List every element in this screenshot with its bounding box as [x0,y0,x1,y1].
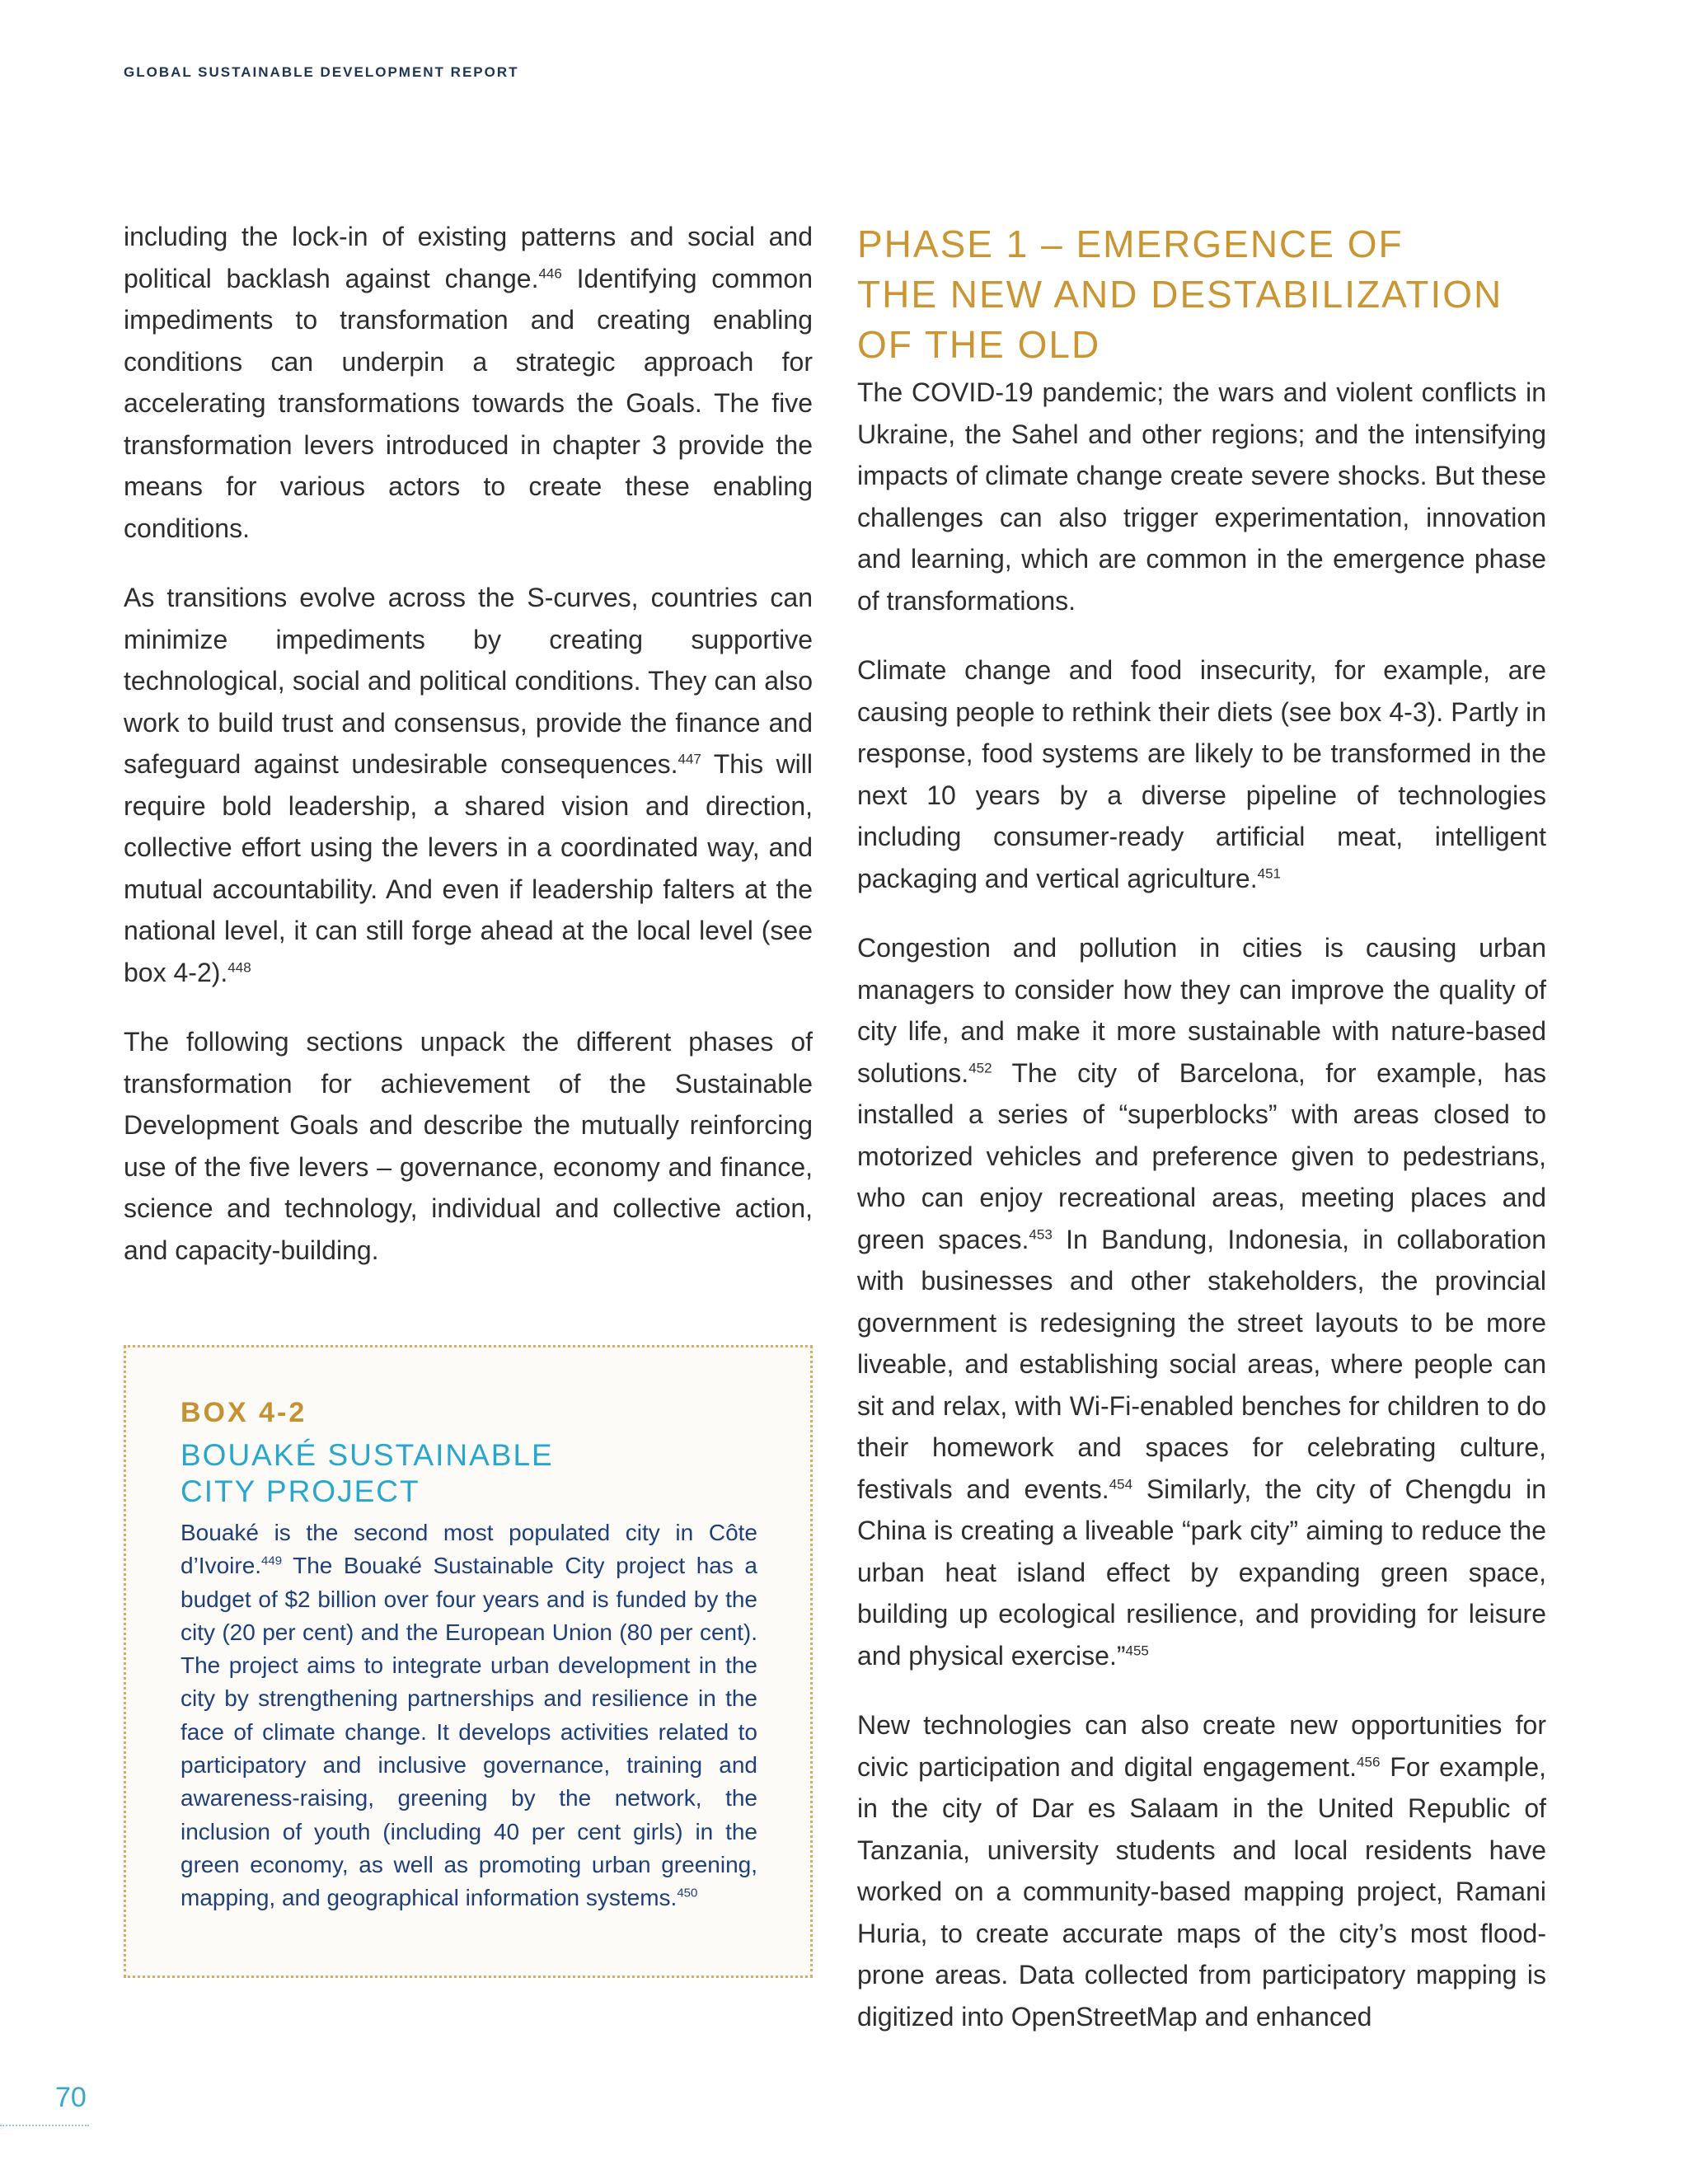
box-content [181,1397,757,1915]
footnote-ref[interactable]: 451 [1257,865,1281,881]
paragraph: The COVID-19 pandemic; the wars and violent conflicts in Ukraine, the Sahel and other regions; and the intensifying impacts of climate change create severe shocks. But these challenges can also trigger experimentation, innovation and learning, which are common in the emergence phase of transformations. [857,377,1546,616]
footnote-ref[interactable]: 453 [1029,1226,1053,1242]
paragraph: The following sections unpack the different phases of transformation for achievement of the Sustainable Development Goals and describe the mutually reinforcing use of the five levers – governance, economy and finance, science and technology, individual and collective action, and capacity-building. [124,1027,813,1265]
box-title: BOUAKÉ SUSTAINABLE CITY PROJECT [181,1438,554,1508]
box-text: Bouaké is the second most populated city in Côte d’Ivoire.$^{449}$ The Bouaké Sustainable City project has a budget of $2 billion over four years and is funded by the city (20 per cent) and the European Union (80 per cent). The project aims to integrate urban development in the city by strengthening partnerships and resilience in the face of climate change. It develops activities related to participatory and inclusive governance, training and awareness-raising, greening by the network, the inclusion of youth (including 40 per cent girls) in the green economy, as well as promoting urban greening, mapping, and geographical information systems.$^{450}$ [181,1520,757,1911]
footnote-ref[interactable]: 446 [538,265,562,281]
footnote-ref[interactable]: 455 [1125,1642,1149,1658]
paragraph: New technologies can also create new opportunities for civic participation and digital engagement.$^{456}$ For example, in the city of Dar es Salaam in the United Republic of Tanzania, university students and local residents have worked on a community-based mapping project, Ramani Huria, to create accurate maps of the city’s most flood-prone areas. Data collected from participatory mapping is digitized into OpenStreetMap and enhanced [857,1710,1546,2032]
page-number-rule [0,2125,89,2126]
paragraph: including the lock-in of existing patterns and social and political backlash against change.$^{446}$ Identifying common impediments to transformation and creating enabling conditions can underpin a strategic approach for accelerating transformations towards the Goals. The five transformation levers introduced in chapter 3 provide the means for various actors to create these enabling conditions. [124,222,814,543]
paragraph: Congestion and pollution in cities is causing urban managers to consider how they can improve the quality of city life, and make it more sustainable with nature-based solutions.$^{452}$ The city of Barcelona, for example, has installed a series of “superblocks” with areas closed to motorized vehicles and preference given to pedestrians, who can enjoy recreational areas, meeting places and green spaces.$^{453}$ In Bandung, Indonesia, in collaboration with businesses and other stakeholders, the provincial government is redesigning the street layouts to be more liveable, and establishing social areas, where people can sit and relax, with Wi-Fi-enabled benches for children to do their homework and spaces for celebrating culture, festivals and events.$^{454}$ Similarly, the city of Chengdu in China is creating a liveable “park city” aiming to reduce the urban heat island effect by expanding green space, building up ecological resilience, and providing for leisure and physical exercise.”$^{455}$ [857,933,1547,1671]
box-label: BOX 4-2 [181,1397,307,1428]
footnote-ref[interactable]: 456 [1357,1753,1381,1769]
box-4-2 [124,1345,813,1978]
running-header: GLOBAL SUSTAINABLE DEVELOPMENT REPORT [124,64,519,80]
footnote-ref[interactable]: 450 [677,1886,698,1900]
right-column [857,216,1546,2065]
page-number: 70 [55,2082,87,2113]
footnote-ref[interactable]: 448 [227,958,251,975]
paragraph: Climate change and food insecurity, for example, are causing people to rethink their diets (see box 4-3). Partly in response, food systems are likely to be transformed in the next 10 years by a diverse pipeline of technologies including consumer-ready artificial meat, intelligent packaging and vertical agriculture.$^{451}$ [857,655,1546,893]
left-column [124,216,813,1299]
footnote-ref[interactable]: 452 [968,1059,992,1076]
section-heading: PHASE 1 – EMERGENCE OF THE NEW AND DESTABILIZATION OF THE OLD [857,223,1503,366]
footnote-ref[interactable]: 447 [678,751,701,767]
footnote-ref[interactable]: 449 [261,1554,283,1568]
footnote-ref[interactable]: 454 [1109,1475,1133,1492]
paragraph: As transitions evolve across the S-curves, countries can minimize impediments by creating supportive technological, social and political conditions. They can also work to build trust and consensus, provide the finance and safeguard against undesirable consequences.$^{447}$ This will require bold leadership, a shared vision and direction, collective effort using the levers in a coordinated way, and mutual accountability. And even if leadership falters at the national level, it can still forge ahead at the local level (see box 4-2).$^{448}$ [124,583,814,987]
